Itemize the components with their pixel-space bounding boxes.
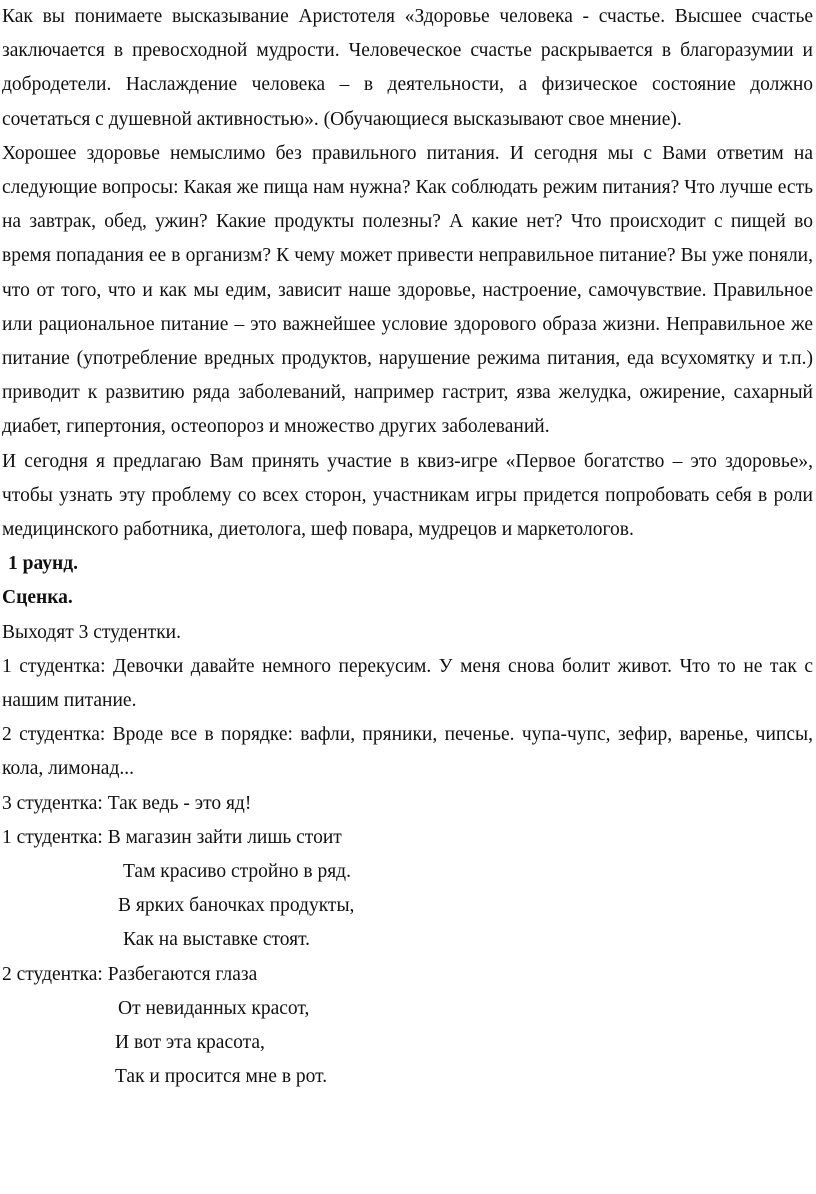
scene-line: Выходят 3 студентки. [2,621,181,643]
verse-two-line: И вот эта красота, [115,1032,265,1054]
verse-one-line: В ярких баночках продукты, [118,895,355,917]
verse-one-line: Там красиво стройно в ряд. [123,861,351,883]
scene-line: 2 студентка: Вроде все в порядке: вафли, пряники, печенье. чупа-чупс, зефир, варенье, чипсы, кола, лимонад... [2,724,813,780]
paragraph-quiz-invitation: И сегодня я предлагаю Вам принять участие в квиз-игре «Первое богатство – это здоровье», чтобы узнать эту проблему со всех сторон, участникам игры придется попробовать себя в роли медицинского работника, диетолога, шеф повара, мудрецов и маркетологов. [2,450,813,541]
round-heading: 1 раунд. [8,553,78,575]
scene-line: 3 студентка: Так ведь - это яд! [2,792,252,814]
verse-one-speaker-line: 1 студентка: В магазин зайти лишь стоит [2,826,342,848]
paragraph-healthy-nutrition: Хорошее здоровье немыслимо без правильного питания. И сегодня мы с Вами ответим на следующие вопросы: Какая же пища нам нужна? Как соблюдать режим питания? Что лучше есть на завтрак, обед, ужин? Какие продукты полезны? А какие нет? Что происходит с пищей во время попадания ее в организм? К чему может привести неправильное питание? Вы уже поняли, что от того, что и как мы едим, зависит наше здоровье, настроение, самочувствие. Правильное или рациональное питание – это важнейшее условие здорового образа жизни. Неправильное же питание (употребление вредных продуктов, нарушение режима питания, еда всухомятку и т.п.) приводит к развитию ряда заболеваний, например гастрит, язва желудка, ожирение, сахарный диабет, гипертония, остеопороз и множество других заболеваний. [2,142,813,438]
verse-two-line: Так и просится мне в рот. [115,1066,328,1088]
verse-two-line: От невиданных красот, [118,997,310,1019]
scene-line: 1 студентка: Девочки давайте немного перекусим. У меня снова болит живот. Что то не так с нашим питание. [2,655,813,712]
paragraph-aristotle-quote: Как вы понимаете высказывание Аристотеля «Здоровье человека - счастье. Высшее счастье заключается в превосходной мудрости. Человеческое счастье раскрывается в благоразумии и добродетели. Наслаждение человека – в деятельности, а физическое состояние должно сочетаться с душевной активностью». (Обучающиеся высказывают свое мнение). [2,6,813,130]
verse-two-speaker-line: 2 студентка: Разбегаются глаза [2,963,258,985]
document-page [2,0,813,1095]
scene-heading: Сценка. [2,587,73,609]
verse-one-line: Как на выставке стоят. [123,929,311,951]
